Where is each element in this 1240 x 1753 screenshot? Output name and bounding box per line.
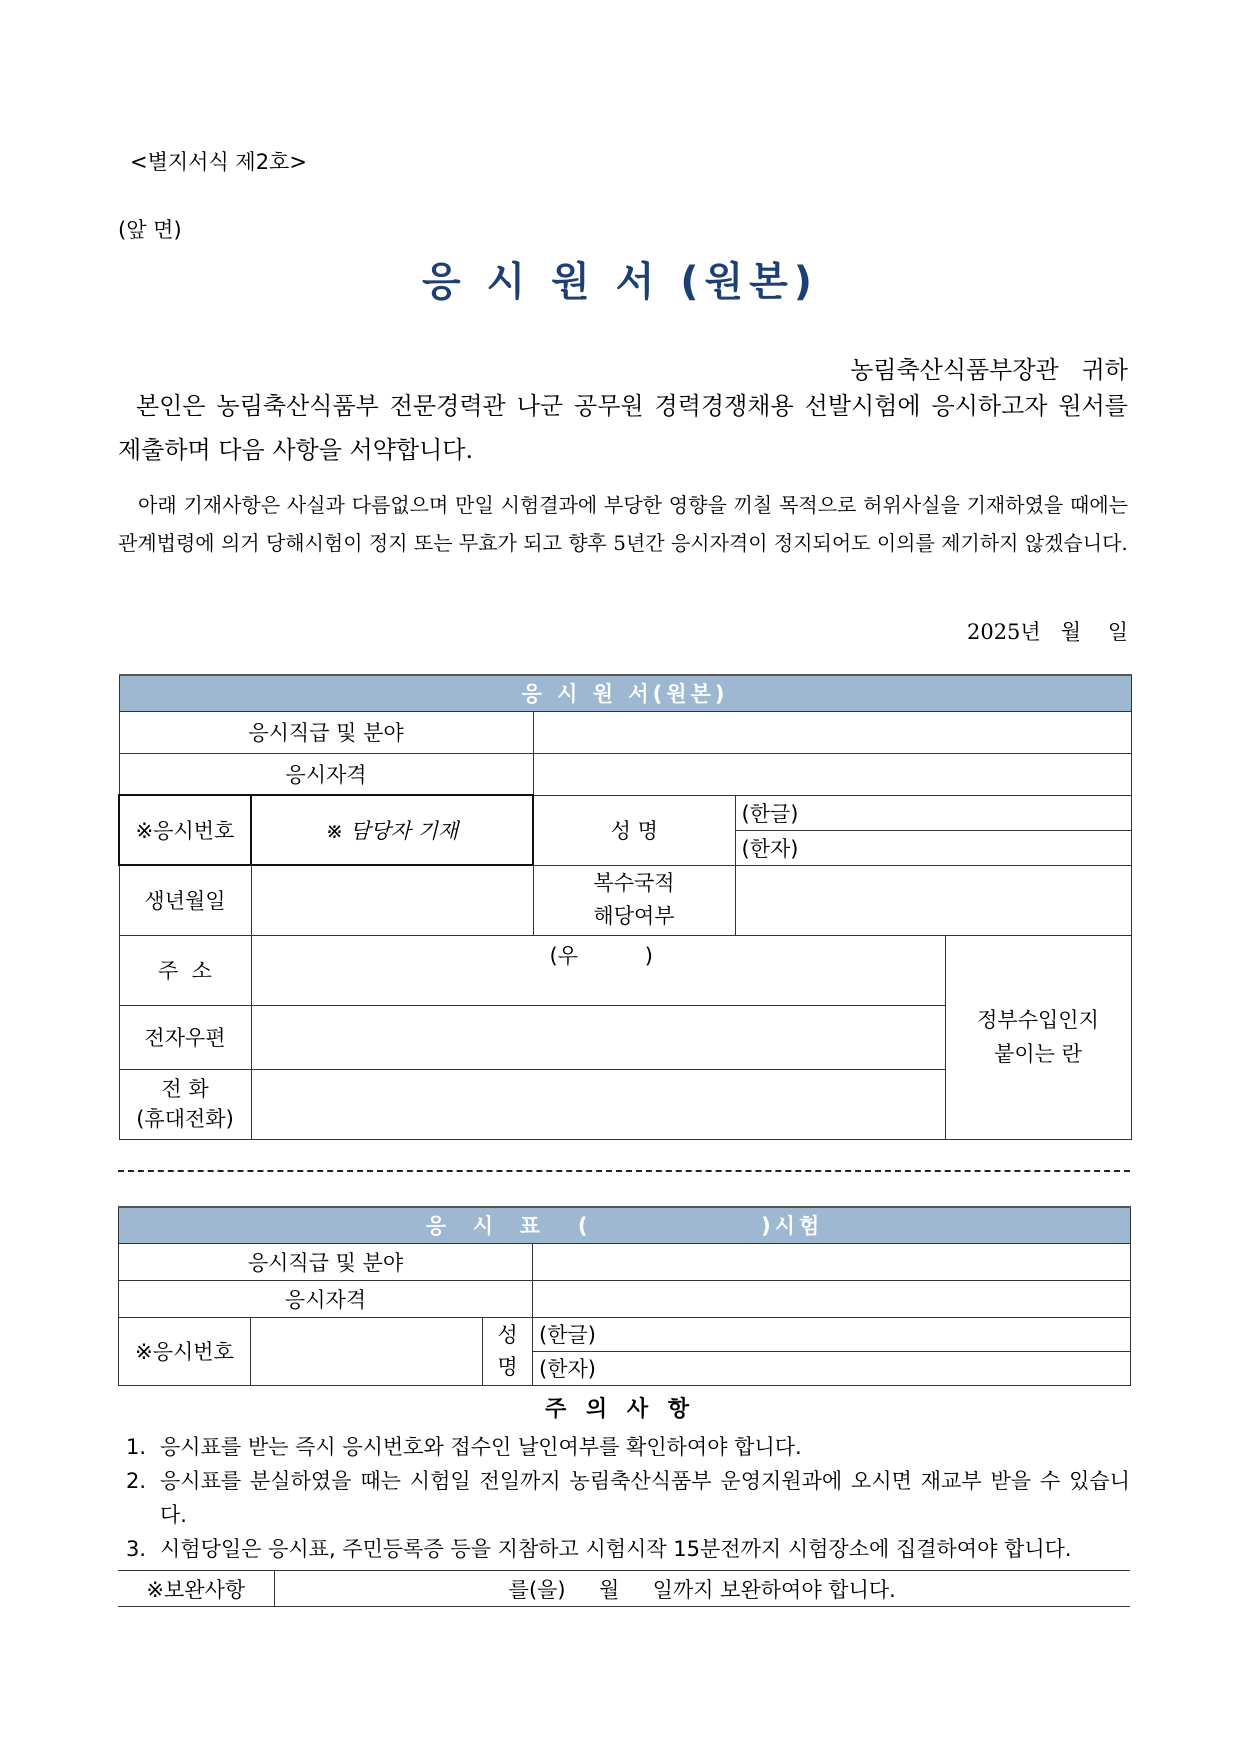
address-field[interactable]: (우 ) (251, 935, 945, 1005)
notice-text: 시험당일은 응시표, 주민등록증 등을 지참하고 시험시작 15분전까지 시험장소에 집결하여야 합니다. (160, 1537, 1072, 1561)
phone-label: 전 화 (휴대전화) (119, 1069, 251, 1139)
dual-nationality-label: 복수국적 해당여부 (533, 865, 735, 935)
ticket-qualification-field[interactable] (533, 1280, 1131, 1317)
application-table (118, 674, 1132, 1140)
qualification-field[interactable] (533, 753, 1131, 795)
name-hanja-field[interactable]: (한자) (735, 830, 1131, 865)
notice-number: 3. (126, 1537, 147, 1561)
supplement-label: ※보완사항 (118, 1571, 274, 1607)
pledge-text: 본인은 농림축산식품부 전문경력관 나군 공무원 경력경쟁채용 선발시험에 응시하고자 원서를 제출하며 다음 사항을 서약합니다. (118, 392, 1128, 464)
name-korean-field[interactable]: (한글) (735, 795, 1131, 830)
addressee: 농림축산식품부장관 귀하 (850, 356, 1128, 384)
ticket-name-hanja-field[interactable]: (한자) (533, 1351, 1131, 1385)
ticket-name-korean-field[interactable]: (한글) (533, 1317, 1131, 1351)
ticket-position-label: 응시직급 및 분야 (119, 1243, 533, 1280)
supplement-field[interactable]: 를(을) 월 일까지 보완하여야 합니다. (274, 1571, 1130, 1607)
application-table-title: 응 시 원 서(원본) (119, 675, 1131, 711)
notice-text: 응시표를 분실하였을 때는 시험일 전일까지 농림축산식품부 운영지원과에 오시면 재교부 받을 수 있습니다. (160, 1469, 1130, 1527)
ticket-name-label: 성 명 (483, 1317, 533, 1385)
notice-item (118, 1464, 1130, 1532)
ticket-table-title: 응 시 표 ( )시험 (119, 1207, 1131, 1243)
email-label: 전자우편 (119, 1005, 251, 1069)
notice-item (118, 1430, 1130, 1464)
notice-title: 주 의 사 항 (545, 1397, 695, 1422)
notice-item (118, 1532, 1130, 1566)
phone-field[interactable] (251, 1069, 945, 1139)
birth-field[interactable] (251, 865, 533, 935)
position-label: 응시직급 및 분야 (119, 711, 533, 753)
exam-number-value: ※ 담당자 기재 (251, 795, 533, 865)
stamp-area: 정부수입인지 붙이는 란 (945, 935, 1131, 1139)
position-field[interactable] (533, 711, 1131, 753)
notice-list (118, 1430, 1130, 1566)
notice-number: 1. (126, 1435, 147, 1459)
exam-number-label: ※응시번호 (119, 795, 251, 865)
ticket-qualification-label: 응시자격 (119, 1280, 533, 1317)
ticket-table (118, 1206, 1131, 1386)
birth-label: 생년월일 (119, 865, 251, 935)
page-side-label: (앞 면) (118, 218, 182, 242)
ticket-exam-number-field[interactable] (251, 1317, 483, 1385)
notice-number: 2. (126, 1469, 147, 1493)
notice-text: 응시표를 받는 즉시 응시번호와 접수인 날인여부를 확인하여야 합니다. (160, 1435, 802, 1459)
email-field[interactable] (251, 1005, 945, 1069)
supplement-table (118, 1570, 1130, 1607)
dual-nationality-field[interactable] (735, 865, 1131, 935)
address-label: 주 소 (119, 935, 251, 1005)
cut-line (118, 1170, 1130, 1172)
ticket-exam-number-label: ※응시번호 (119, 1317, 251, 1385)
form-number: <별지서식 제2호> (130, 150, 307, 174)
page-title: 응 시 원 서 (원본) (421, 259, 819, 305)
date-line: 2025년 월 일 (966, 620, 1128, 644)
name-label: 성 명 (533, 795, 735, 865)
ticket-position-field[interactable] (533, 1243, 1131, 1280)
qualification-label: 응시자격 (119, 753, 533, 795)
warning-text: 아래 기재사항은 사실과 다름없으며 만일 시험결과에 부당한 영향을 끼칠 목적으로 허위사실을 기재하였을 때에는 관계법령에 의거 당해시험이 정지 또는 무효가 되고 향후 5년간 응시자격이 정지되어도 이의를 제기하지 않겠습니다. (118, 493, 1128, 555)
